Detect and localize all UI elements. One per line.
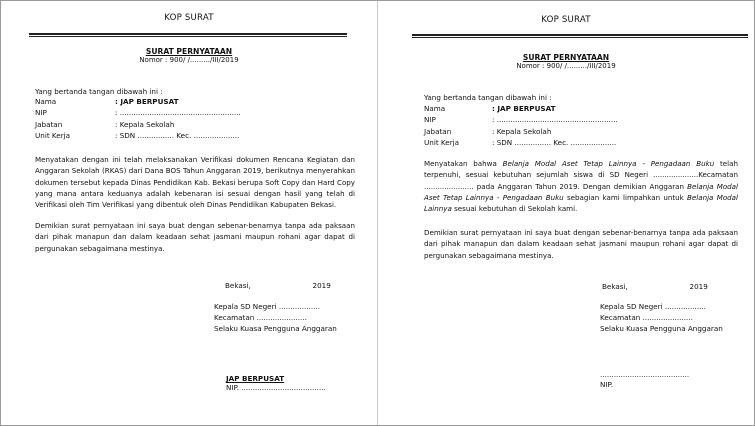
signature-line-3: Selaku Kuasa Pengguna Anggaran [600,324,723,333]
signer-nip: NIP. ..................................... [226,383,326,392]
kop-surat-header: KOP SURAT [541,15,591,25]
letter-number: Nomor : 900/ /........./III/2019 [139,56,239,64]
field-label: NIP [424,115,436,124]
field-row-jabatan [424,127,551,137]
field-value: : Kepala Sekolah [115,120,175,129]
letter-title: SURAT PERNYATAAN [522,53,610,62]
field-label: Nama [424,104,446,113]
statement-text: sesuai kebutuhan di Sekolah kami. [451,204,578,214]
closing-paragraph: Demikian surat pernyataan ini saya buat dengan sebenar-benarnya tanpa ada paksaan dari pihak manapun dan dalam keadaan sehat jasmani maupun rohani agar dapat di pergunakan sebagaimana mestinya. [424,228,738,260]
field-row-nama [424,104,556,114]
signer-name: JAP BERPUSAT [226,374,285,383]
signature-line-1: Kepala SD Negeri .................. [600,302,706,311]
statement-text-italic: Belanja Modal Lainnya [424,193,738,214]
statement-text: sebagian kami limpahkan untuk [563,193,688,203]
closing-paragraph: Demikian surat pernyataan ini saya buat dengan sebenar-benarnya tanpa ada paksaan dari pihak manapun dan dalam keadaan sehat jasmani maupun rohani agar dapat di pergunakan sebagaimana mestinya. [35,221,355,253]
field-value: : JAP BERPUSAT [115,97,179,106]
intro-text: Yang bertanda tangan dibawah ini : [35,87,163,96]
field-row-nip [424,115,618,125]
field-label: Unit Kerja [35,131,71,140]
letter-page-right [378,1,754,425]
field-value: : JAP BERPUSAT [492,104,556,113]
statement-text-italic: Belanja Modal Aset Tetap Lainnya - Pengadaan Buku [502,159,715,168]
signer-nip: NIP. [600,380,613,389]
place-date: Bekasi, 2019 [225,281,331,290]
field-label: Jabatan [424,127,452,136]
field-row-nip [35,108,241,118]
field-row-nama [35,97,179,107]
field-row-unit-kerja [35,131,239,141]
signature-line-1: Kepala SD Negeri .................. [214,302,320,311]
field-label: Nama [35,97,57,106]
letter-number: Nomor : 900/ /........./III/2019 [516,62,616,70]
field-value: : SDN ................ Kec. .................... [115,131,240,140]
statement-text-italic: Belanja Modal Aset Tetap Lainnya - Pengadaan Buku [424,181,738,203]
field-value: : ..................................................... [115,108,241,117]
letter-page-left [1,1,377,425]
signature-line-2: Kecamatan ...................... [600,313,693,322]
statement-paragraph [424,158,738,215]
place-date: Bekasi, 2019 [602,282,708,291]
signature-line-2: Kecamatan ...................... [214,313,307,322]
field-row-unit-kerja [424,138,616,148]
header-rule [29,33,347,37]
field-value: : Kepala Sekolah [492,127,552,136]
field-row-jabatan [35,120,174,130]
field-value: : SDN ................ Kec. .................... [492,138,617,147]
statement-text: Menyatakan bahwa [424,159,503,168]
statement-text: telah terpenuhi, sesuai kebutuhan sejumlah siswa di SD Negeri ....................Kecamatan ...................... pada Anggaran Tahun 2019. Dengan demikian Anggaran [424,159,738,191]
signer-name: ....................................... [600,370,690,379]
statement-paragraph: Menyatakan dengan ini telah melaksanakan Verifikasi dokumen Rencana Kegiatan dan Anggaran Sekolah (RKAS) dari Dana BOS Tahun Anggaran 2019, berikutnya menyerahkan dokumen tersebut kepada Dinas Pendidikan Kab. Bekasi berupa Soft Copy dan Hard Copy yang mana antara keduanya adalah kebenaran isi sesuai dengan hasil yang telah di Verifikasi oleh Tim Verifikasi yang dibentuk oleh Dinas Pendidikan Kabupaten Bekasi. [35,155,355,210]
letter-title: SURAT PERNYATAAN [145,47,233,56]
field-label: Unit Kerja [424,138,460,147]
signature-line-3: Selaku Kuasa Pengguna Anggaran [214,324,337,333]
field-value: : ..................................................... [492,115,618,124]
header-rule [412,34,748,38]
field-label: NIP [35,108,47,117]
intro-text: Yang bertanda tangan dibawah ini : [424,93,552,102]
kop-surat-header: KOP SURAT [164,13,214,23]
field-label: Jabatan [35,120,63,129]
